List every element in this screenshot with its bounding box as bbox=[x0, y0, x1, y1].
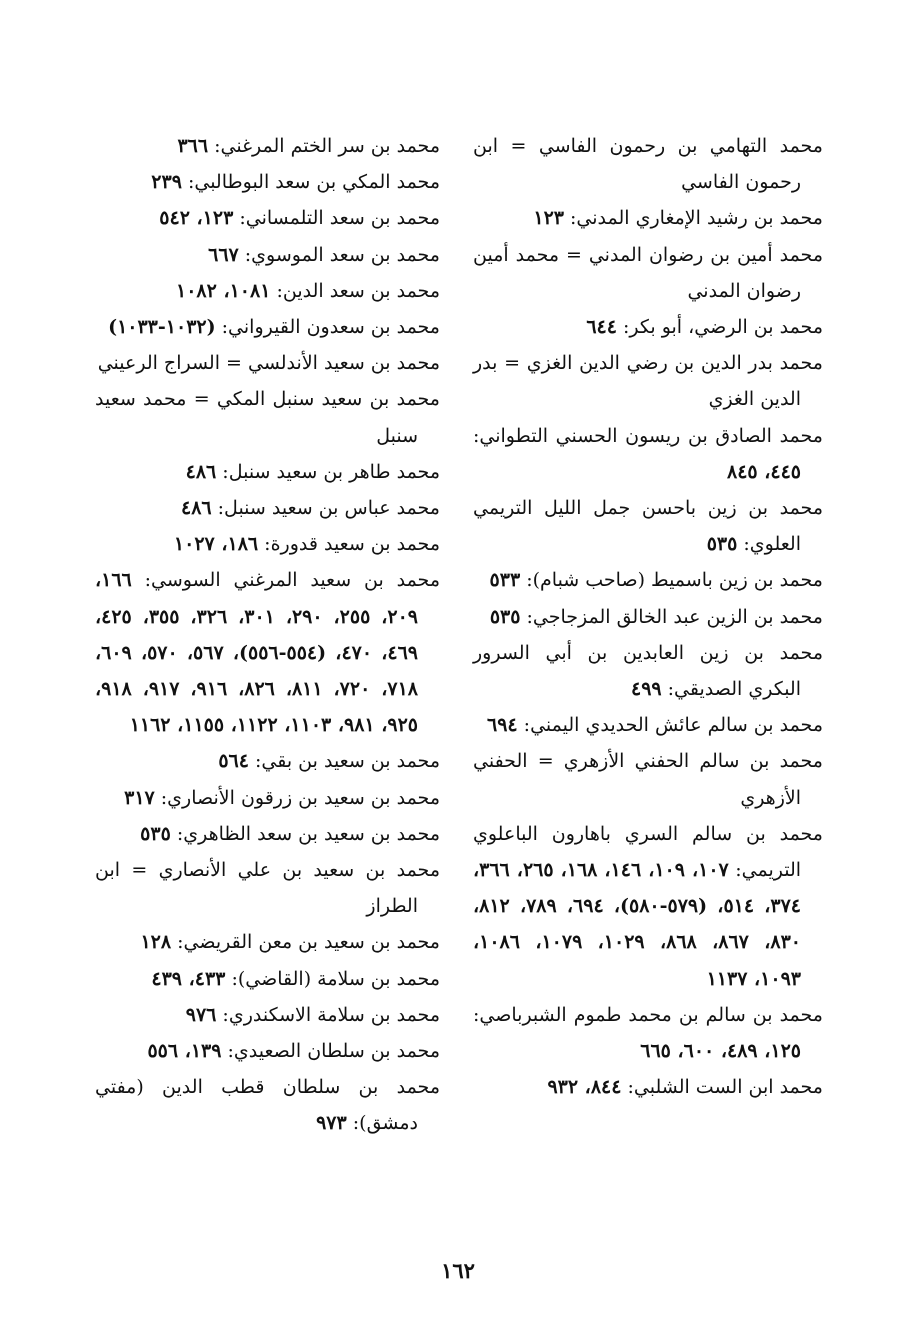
entry-page-refs: ٦٤٤ bbox=[586, 316, 617, 339]
index-entry bbox=[95, 816, 440, 852]
entry-page-refs: (١٠٣٢-١٠٣٣) bbox=[108, 316, 216, 339]
entry-name: محمد عباس بن سعيد سنبل: bbox=[217, 497, 440, 520]
entry-page-refs: ١٨٦، ١٠٢٧ bbox=[173, 533, 259, 556]
entry-name: محمد بن سعد التلمساني: bbox=[239, 207, 440, 230]
index-entry bbox=[95, 1069, 440, 1141]
entry-page-refs: ١٦٦، ٢٠٩، ٢٥٥، ٢٩٠، ٣٠١، ٣٢٦، ٣٥٥، ٤٢٥، ٤٦٩، ٤٧٠، (٥٥٤-٥٥٦)، ٥٦٧، ٥٧٠، ٦٠٩، ٧١٨، ٧٢٠، ٨١١، ٨٢٦، ٩١٦، ٩١٧، ٩١٨، ٩٢٥، ٩٨١، ١١٠٣، ١١٢٢، ١١٥٥، ١١٦٢ bbox=[95, 569, 419, 737]
entry-name: محمد بن سعيد سنبل المكي = محمد سعيد سنبل bbox=[95, 388, 440, 447]
entry-name: محمد بن زين باحسن جمل الليل التريمي العلوي: bbox=[473, 497, 823, 556]
entry-page-refs: ٥٣٣ bbox=[489, 569, 521, 592]
index-entry bbox=[95, 562, 440, 743]
entry-name: محمد بن رشيد الإمغاري المدني: bbox=[570, 207, 823, 230]
index-entry bbox=[473, 128, 823, 200]
entry-name: محمد طاهر بن سعيد سنبل: bbox=[222, 460, 440, 483]
entry-name: محمد بدر الدين بن رضي الدين الغزي = بدر الدين الغزي bbox=[473, 352, 823, 411]
entry-name: محمد بن سعيد قدورة: bbox=[264, 533, 440, 556]
right-column bbox=[473, 128, 823, 1105]
index-entry bbox=[95, 128, 440, 164]
index-entry bbox=[95, 273, 440, 309]
entry-name: محمد بن سلامة (القاضي): bbox=[231, 967, 440, 990]
entry-name: محمد بن سعيد الأندلسي = السراج الرعيني bbox=[97, 352, 440, 375]
entry-page-refs: ١٠٧، ١٠٩، ١٤٦، ١٦٨، ٢٦٥، ٣٦٦، ٣٧٤، ٥١٤، (٥٧٩-٥٨٠)، ٦٩٤، ٧٨٩، ٨١٢، ٨٣٠، ٨٦٧، ٨٦٨، ١٠٢٩، ١٠٧٩، ١٠٨٦، ١٠٩٣، ١١٣٧ bbox=[473, 859, 802, 990]
index-entry bbox=[95, 454, 440, 490]
index-entry bbox=[95, 200, 440, 236]
entry-name: محمد بن سالم الحفني الأزهري = الحفني الأزهري bbox=[473, 750, 823, 809]
index-entry bbox=[95, 743, 440, 779]
entry-page-refs: ١٢٥، ٤٨٩، ٦٠٠، ٦٦٥ bbox=[640, 1040, 801, 1063]
entry-name: محمد بن الزين عبد الخالق المزجاجي: bbox=[526, 605, 823, 628]
entry-name: محمد بن سعيد بن بقي: bbox=[255, 750, 440, 773]
index-entry bbox=[95, 381, 440, 453]
entry-name: محمد بن سالم بن محمد طموم الشبرباصي: bbox=[473, 1003, 823, 1026]
entry-page-refs: ٦٩٤ bbox=[487, 714, 518, 737]
entry-page-refs: ٤٩٩ bbox=[630, 678, 662, 701]
entry-name: محمد بن سعيد بن علي الأنصاري = ابن الطراز bbox=[95, 859, 440, 918]
entry-page-refs: ٤٣٣، ٤٣٩ bbox=[151, 967, 226, 990]
entry-name: محمد بن سالم السري باهارون الباعلوي التريمي: bbox=[473, 822, 823, 882]
index-entry bbox=[95, 309, 440, 345]
index-entry bbox=[473, 309, 823, 345]
index-entry bbox=[473, 490, 823, 562]
entry-page-refs: ٤٨٦ bbox=[185, 460, 217, 483]
index-entry bbox=[95, 164, 440, 200]
entry-name: محمد بن سعيد بن معن القريضي: bbox=[177, 931, 440, 954]
entry-page-refs: ٣٦٦ bbox=[177, 135, 209, 157]
entry-page-refs: ٣١٧ bbox=[124, 786, 155, 809]
entry-name: محمد بن سعيد بن زرقون الأنصاري: bbox=[160, 786, 440, 809]
index-entry bbox=[473, 635, 823, 707]
entry-name: محمد بن سعيد بن سعد الظاهري: bbox=[176, 822, 440, 845]
entry-name: محمد التهامي بن رحمون الفاسي = ابن رحمون الفاسي bbox=[473, 135, 823, 194]
entry-name: محمد الصادق بن ريسون الحسني التطواني: bbox=[473, 424, 823, 447]
entry-name: محمد بن زين باسميط (صاحب شبام): bbox=[526, 569, 823, 592]
entry-page-refs: ١٣٩، ٥٥٦ bbox=[147, 1040, 222, 1063]
index-entry bbox=[473, 345, 823, 417]
entry-page-refs: ٨٤٤، ٩٣٢ bbox=[547, 1076, 622, 1099]
index-entry bbox=[95, 924, 440, 960]
entry-name: محمد بن سعد الدين: bbox=[276, 279, 440, 302]
entry-name: محمد بن سر الختم المرغني: bbox=[214, 135, 440, 157]
index-entry bbox=[95, 961, 440, 997]
entry-name: محمد بن سالم عائش الحديدي اليمني: bbox=[523, 714, 823, 737]
index-entry bbox=[95, 852, 440, 924]
index-entry bbox=[473, 997, 823, 1069]
index-entry bbox=[95, 345, 440, 381]
entry-name: محمد بن سعيد المرغني السوسي: bbox=[144, 569, 440, 592]
entry-page-refs: ٤٤٥، ٨٤٥ bbox=[727, 460, 801, 483]
entry-name: محمد أمين بن رضوان المدني = محمد أمين رضوان المدني bbox=[473, 243, 823, 302]
index-entry bbox=[95, 490, 440, 526]
entry-name: محمد بن سلامة الاسكندري: bbox=[222, 1003, 440, 1026]
index-entry bbox=[473, 816, 823, 997]
index-entry bbox=[473, 707, 823, 743]
entry-name: محمد بن سعد الموسوي: bbox=[244, 243, 440, 266]
index-entry bbox=[473, 1069, 823, 1105]
entry-name: محمد بن سلطان قطب الدين (مفتي دمشق): bbox=[95, 1076, 440, 1135]
index-entry bbox=[95, 780, 440, 816]
index-entry bbox=[95, 1033, 440, 1069]
index-entry bbox=[95, 526, 440, 562]
index-entry bbox=[95, 237, 440, 273]
index-entry bbox=[473, 599, 823, 635]
entry-page-refs: ١٢٣ bbox=[533, 207, 564, 230]
entry-name: محمد ابن الست الشلبي: bbox=[627, 1076, 823, 1099]
entry-page-refs: ٢٣٩ bbox=[151, 171, 182, 194]
index-entry bbox=[473, 743, 823, 815]
entry-page-refs: ٥٣٥ bbox=[140, 822, 171, 845]
entry-page-refs: ١٢٨ bbox=[140, 931, 172, 954]
entry-page-refs: ٩٧٣ bbox=[316, 1112, 347, 1135]
entry-page-refs: ٥٣٥ bbox=[489, 605, 521, 628]
entry-page-refs: ٥٦٤ bbox=[218, 750, 249, 773]
entry-page-refs: ٤٨٦ bbox=[180, 497, 212, 520]
entry-name: محمد بن سعدون القيرواني: bbox=[221, 316, 440, 339]
index-entry bbox=[473, 200, 823, 236]
entry-page-refs: ٦٦٧ bbox=[208, 243, 239, 266]
entry-name: محمد بن الرضي، أبو بكر: bbox=[622, 316, 823, 339]
index-entry bbox=[95, 997, 440, 1033]
entry-page-refs: ٩٧٦ bbox=[185, 1003, 217, 1026]
entry-name: محمد المكي بن سعد البوطالبي: bbox=[187, 171, 440, 194]
entry-page-refs: ٥٣٥ bbox=[706, 533, 738, 556]
index-entry bbox=[473, 237, 823, 309]
page-number: ١٦٢ bbox=[441, 1258, 475, 1283]
index-entry bbox=[473, 562, 823, 598]
entry-page-refs: ١٢٣، ٥٤٢ bbox=[159, 207, 234, 230]
left-column bbox=[95, 128, 440, 1142]
entry-name: محمد بن سلطان الصعيدي: bbox=[227, 1040, 440, 1063]
entry-name: محمد بن زين العابدين بن أبي السرور البكري الصديقي: bbox=[473, 641, 823, 701]
entry-page-refs: ١٠٨١، ١٠٨٢ bbox=[176, 279, 271, 302]
index-entry bbox=[473, 418, 823, 490]
